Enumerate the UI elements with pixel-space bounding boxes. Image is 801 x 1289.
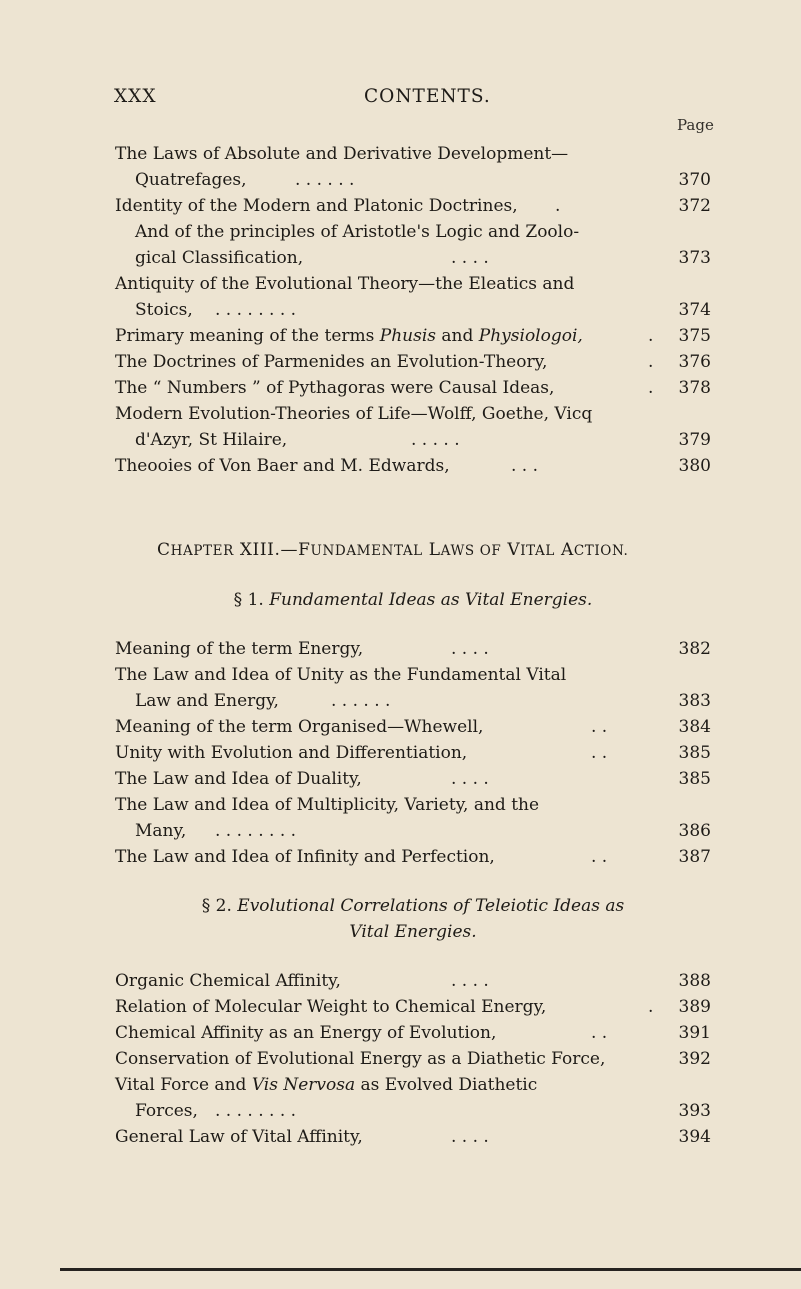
entry-page: 383 [678,691,711,711]
entry-page: 389 [678,997,711,1017]
entry-text: d'Azyr, St Hilaire, [135,430,288,450]
entry-text: The “ Numbers ” of Pythagoras were Causal Ideas, [115,378,555,398]
entry-page: 374 [678,300,711,320]
leader-dots: . . [591,1023,608,1043]
entry-text: Conservation of Evolutional Energy as a Diathetic Force, [115,1049,606,1069]
section-title: Evolutional Correlations of Teleiotic Ideas as [237,896,625,916]
leader-dots: . . . . . . [295,170,355,190]
leader-dots: . [555,196,561,216]
leader-dots: . [648,352,654,372]
section-heading-continued [115,919,711,945]
entry-page: 392 [678,1049,711,1069]
entry-page: 375 [678,326,711,346]
entry-text: Relation of Molecular Weight to Chemical Energy, [115,997,547,1017]
leader-dots: . . . . [451,769,489,789]
entry-page: 385 [678,743,711,763]
chapter-heading: CHAPTER XIII.—FUNDAMENTAL LAWS OF VITAL ACTION. [157,540,629,560]
entry-page: 372 [678,196,711,216]
leader-dots: . . [591,717,608,737]
entry-text: Unity with Evolution and Differentiation, [115,743,468,763]
leader-dots: . . . . . . . . [215,821,297,841]
entry-page: 394 [678,1127,711,1147]
entry-text: Quatrefages, [135,170,247,190]
section-title: Fundamental Ideas as Vital Energies. [269,590,593,610]
entry-text: The Laws of Absolute and Derivative Development— [115,144,569,164]
entry-text: Meaning of the term Organised—Whewell, [115,717,484,737]
entry-page: 385 [678,769,711,789]
entry-text: Primary meaning of the terms Phusis and Physiologoi, [115,326,583,346]
section-heading: § 1. Fundamental Ideas as Vital Energies. [233,590,593,610]
section-title: Vital Energies. [349,922,477,942]
running-title: CONTENTS. [364,86,491,107]
leader-dots: . . [591,847,608,867]
leader-dots: . . [591,743,608,763]
entry-page: 370 [678,170,711,190]
entry-text: Many, [135,821,187,841]
entry-page: 378 [678,378,711,398]
entry-page: 373 [678,248,711,268]
leader-dots: . . . . [451,248,489,268]
entry-page: 393 [678,1101,711,1121]
entry-text: The Doctrines of Parmenides an Evolution-Theory, [115,352,548,372]
entry-text: Law and Energy, [135,691,279,711]
entry-text: General Law of Vital Affinity, [115,1127,363,1147]
entry-text: Theooies of Von Baer and M. Edwards, [115,456,450,476]
entry-text: Stoics, [135,300,193,320]
entry-page: 380 [678,456,711,476]
leader-dots: . . . . [451,971,489,991]
leader-dots: . . . . . [411,430,460,450]
section-symbol: § [201,896,211,916]
entry-page: 386 [678,821,711,841]
entry-text: Organic Chemical Affinity, [115,971,341,991]
entry-text: gical Classification, [135,248,304,268]
entry-page: 376 [678,352,711,372]
leader-dots: . . . . . . . . [215,1101,297,1121]
bottom-edge-rule [60,1268,801,1271]
leader-dots: . [648,997,654,1017]
entry-text: Forces, [135,1101,198,1121]
page-number-roman: XXX [114,86,157,107]
entry-text: Antiquity of the Evolutional Theory—the Eleatics and [115,274,575,294]
entry-text: Vital Force and Vis Nervosa as Evolved Diathetic [115,1075,538,1095]
entry-text: The Law and Idea of Multiplicity, Variety, and the [115,795,540,815]
entry-page: 388 [678,971,711,991]
leader-dots: . [648,326,654,346]
leader-dots: . . . . . . [331,691,391,711]
leader-dots: . . . . . . . . [215,300,297,320]
entry-text: Identity of the Modern and Platonic Doctrines, [115,196,518,216]
leader-dots: . . . . [451,639,489,659]
entry-page: 384 [678,717,711,737]
section-symbol: § [233,590,243,610]
leader-dots: . . . . [451,1127,489,1147]
entry-text: Meaning of the term Energy, [115,639,364,659]
leader-dots: . . . [511,456,539,476]
entry-text: The Law and Idea of Infinity and Perfection, [115,847,495,867]
leader-dots: . [648,378,654,398]
entry-text: Chemical Affinity as an Energy of Evolution, [115,1023,497,1043]
entry-text: And of the principles of Aristotle's Logic and Zoolo- [135,222,580,242]
entry-text: The Law and Idea of Duality, [115,769,362,789]
entry-text: Modern Evolution-Theories of Life—Wolff, Goethe, Vicq [115,404,593,424]
entry-page: 387 [678,847,711,867]
entry-page: 391 [678,1023,711,1043]
entry-text: The Law and Idea of Unity as the Fundamental Vital [115,665,567,685]
entry-page: 379 [678,430,711,450]
page-column-label: Page [677,116,714,134]
section-heading: § 2. Evolutional Correlations of Teleiotic Ideas as [201,896,625,916]
entry-page: 382 [678,639,711,659]
